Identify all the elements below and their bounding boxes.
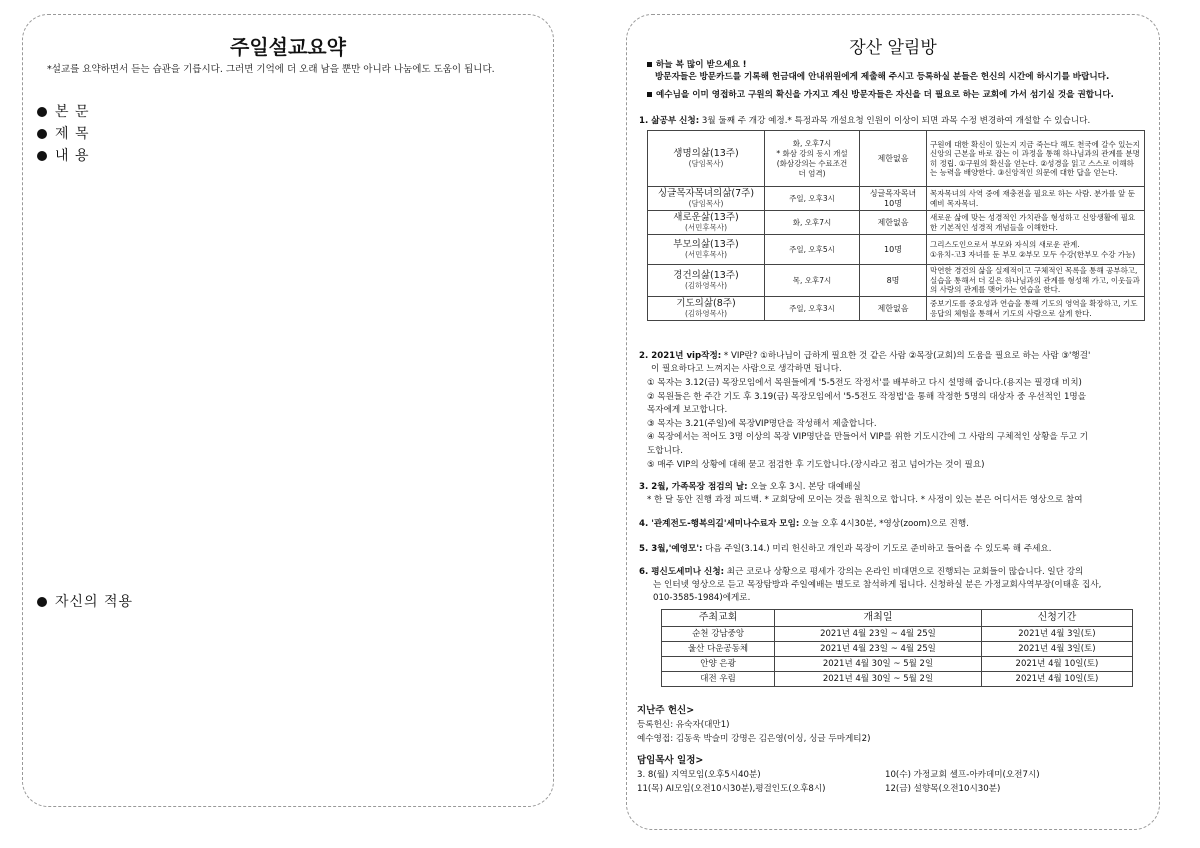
sermon-summary-note: *설교를 요약하면서 듣는 습관을 기릅시다. 그러면 기억에 더 오래 남을 뿐만 아니라 나눔에도 도움이 됩니다. [47, 64, 495, 75]
vip-step: ② 목원들은 한 주간 기도 후 3.19(금) 목장모임에서 '5-5전도 작정법'을 통해 작정한 5명의 대상자 중 우선적인 1명을 [647, 391, 1087, 402]
class-name: 경건의삶(13주) (김하영목사) [648, 265, 765, 297]
seminar-host: 순천 강남중앙 [662, 627, 775, 642]
section-6-line-2: 는 인터넷 영상으로 듣고 목장탐방과 주일예배는 별도로 참석하게 됩니다. 신청하실 분은 가정교회사역부장(이태훈 집사, [653, 580, 1102, 590]
class-teacher: (서민후목사) [684, 222, 728, 232]
welcome-line-1: 하늘 복 많이 받으세요 ! [647, 59, 747, 71]
bullet-dot-icon [37, 107, 47, 117]
seminar-host: 안양 은광 [662, 657, 775, 672]
section-2-line-2: 이 필요하다고 느껴지는 사람으로 생각하면 됩니다. [651, 364, 842, 374]
class-teacher: (담임목사) [688, 198, 724, 208]
vip-step: 도합니다. [647, 446, 683, 456]
seminar-deadline: 2021년 4월 10일(토) [981, 672, 1132, 687]
announcements-title: 장산 알림방 [849, 38, 937, 58]
section-1: 1. 삶공부 신청: 3월 둘째 주 개강 예정.* 특정과목 개설요청 인원이 이상이 되면 과목 수정 변경하여 개설할 수 있습니다. [639, 116, 1091, 126]
seminar-date: 2021년 4월 23일 ~ 4월 25일 [775, 642, 982, 657]
seminar-host: 울산 다운공동체 [662, 642, 775, 657]
class-name: 부모의삶(13주) (서민후목사) [648, 235, 765, 265]
vip-step: ① 목자는 3.12(금) 목장모임에서 목원들에게 '5-5전도 작정서'를 배부하고 다시 설명해 줍니다.(용지는 필경대 비치) [647, 378, 1082, 388]
class-row [648, 235, 1145, 265]
col-date: 개최일 [775, 610, 982, 627]
schedule-1a: 3. 8(월) 지역모임(오후5시40분) [637, 770, 761, 780]
col-host: 주최교회 [662, 610, 775, 627]
seminar-host: 대전 우림 [662, 672, 775, 687]
class-teacher: (김하영목사) [684, 308, 728, 318]
class-description: 막연한 경건의 삶을 실제적이고 구체적인 목록을 통해 공부하고, 실습을 통해서 더 깊은 하나님과의 관계를 형성해 가고, 이웃들과의 사랑의 관계를 맺어가는 연습을 한다. [927, 265, 1145, 297]
class-description: 새로운 삶에 맞는 성경적인 가치관을 형성하고 신앙생활에 필요한 기본적인 성경적 개념들을 이해한다. [927, 211, 1145, 235]
seminar-table [661, 609, 1133, 687]
class-row [648, 187, 1145, 211]
seminar-deadline: 2021년 4월 3일(토) [981, 642, 1132, 657]
class-description: 구원에 대한 확신이 있는지 지금 죽는다 해도 천국에 갈수 있는지 신앙의 근본을 바로 잡는 이 과정을 통해 하나님과의 관계를 분명히 정립. ①구원의 확신을 얻는다. ②성경을 읽고 스스로 이해하는 능력을 배양한다. ③신앙적인 의문에 대한 답을 얻는다. [927, 131, 1145, 187]
class-teacher: (담임목사) [688, 158, 724, 168]
class-limit: 싱글목자목녀 10명 [860, 187, 927, 211]
past-line-1: 등록헌신: 유숙자(대만1) [637, 720, 730, 730]
class-description: 그리스도인으로서 부모와 자식의 새로운 관계. ①유치-고3 자녀를 둔 부모 ②부모 모두 수강(한부모 수강 가능) [927, 235, 1145, 265]
welcome-line-2: 방문자들은 방문카드를 기록해 헌금대에 안내위원에게 제출해 주시고 등록하실 분들은 헌신의 시간에 하시기를 바랍니다. [655, 72, 1110, 82]
class-description: 목자목녀의 사역 중에 재충전을 필요로 하는 사람. 분가를 앞 둔 예비 목자목녀. [927, 187, 1145, 211]
bullet-dot-icon [37, 151, 47, 161]
bullet-application: 자신의 적용 [37, 591, 133, 611]
class-teacher: (김하영목사) [684, 280, 728, 290]
past-heading: 지난주 헌신> [637, 705, 695, 716]
section-5: 5. 3월,'예영모': 다음 주일(3.14.) 미리 헌신하고 개인과 목장이 기도로 준비하고 들어올 수 있도록 해 주세요. [639, 544, 1052, 554]
seminar-date: 2021년 4월 23일 ~ 4월 25일 [775, 627, 982, 642]
class-name: 새로운삶(13주) (서민후목사) [648, 211, 765, 235]
seminar-row [662, 642, 1133, 657]
class-limit: 제한없음 [860, 297, 927, 321]
class-row [648, 131, 1145, 187]
class-time: 목, 오후7시 [765, 265, 860, 297]
seminar-deadline: 2021년 4월 10일(토) [981, 657, 1132, 672]
class-name: 생명의삶(13주) (담임목사) [648, 131, 765, 187]
class-teacher: (서민후목사) [684, 249, 728, 259]
welcome-line-3: 예수님을 이미 영접하고 구원의 확신을 가지고 계신 방문자들은 자신을 더 필요로 하는 교회에 가서 섬기실 것을 권합니다. [647, 89, 1114, 101]
bullet-dot-icon [37, 597, 47, 607]
section-2: 2. 2021년 vip작정: * VIP란? ①하나님이 급하게 필요한 것 같은 사람 ②목장(교회)의 도움을 필요로 하는 사람 ③'행걸' [639, 351, 1091, 361]
class-name: 기도의삶(8주) (김하영목사) [648, 297, 765, 321]
class-row [648, 265, 1145, 297]
section-4: 4. '관계전도-행복의길'세미나수료자 모임: 오늘 오후 4시30분, *영상(zoom)으로 진행. [639, 519, 969, 529]
seminar-deadline: 2021년 4월 3일(토) [981, 627, 1132, 642]
section-3-line-2: * 한 달 동안 진행 과정 피드백. * 교회당에 모이는 것을 원칙으로 합니다. * 사정이 있는 분은 어디서든 영상으로 참여 [647, 495, 1083, 505]
class-limit: 제한없음 [860, 211, 927, 235]
class-time: 주일, 오후5시 [765, 235, 860, 265]
class-row [648, 211, 1145, 235]
schedule-2a: 11(목) AI모임(오전10시30분),평걸인도(오후8시) [637, 784, 826, 794]
class-time: 주일, 오후3시 [765, 297, 860, 321]
schedule-2b: 12(금) 설향목(오전10시30분) [885, 784, 1001, 794]
class-description: 중보기도를 중요성과 연습을 통해 기도의 영역을 확장하고, 기도응답의 체험을 통해서 기도의 사람으로 살게 한다. [927, 297, 1145, 321]
seminar-date: 2021년 4월 30일 ~ 5월 2일 [775, 672, 982, 687]
class-limit: 8명 [860, 265, 927, 297]
class-name: 싱글목자목녀의삶(7주) (담임목사) [648, 187, 765, 211]
square-bullet-icon [647, 92, 652, 97]
vip-step: 목자에게 보고합니다. [647, 405, 728, 416]
announcements-panel [626, 14, 1160, 830]
seminar-row [662, 657, 1133, 672]
square-bullet-icon [647, 62, 652, 67]
past-line-2: 예수영접: 김동욱 박슬미 강명은 김은영(이싱, 싱글 두마게티2) [637, 734, 871, 744]
section-6-line-3: 010-3585-1984)에게로. [653, 593, 751, 603]
class-limit: 10명 [860, 235, 927, 265]
class-time: 화, 오후7시 [765, 211, 860, 235]
vip-step: ④ 목장에서는 적어도 3명 이상의 목장 VIP명단을 만들어서 VIP를 위한 기도시간에 그 사람의 구체적인 상황을 두고 기 [647, 432, 1089, 443]
class-limit: 제한없음 [860, 131, 927, 187]
class-time: 화, 오후7시 * 화삼 강의 동시 개설 (화삼강의는 수료조건 더 엄격) [765, 131, 860, 187]
seminar-date: 2021년 4월 30일 ~ 5월 2일 [775, 657, 982, 672]
class-row [648, 297, 1145, 321]
bullet-scripture: 본 문 [37, 101, 90, 121]
section-3: 3. 2월, 가족목장 점검의 날: 오늘 오후 3시. 본당 대예배실 [639, 482, 861, 492]
schedule-heading: 담임목사 일정> [637, 755, 704, 766]
bullet-dot-icon [37, 129, 47, 139]
bullet-content: 내 용 [37, 145, 90, 165]
vip-step: ③ 목자는 3.21(주일)에 목장VIP명단을 작성해서 제출합니다. [647, 418, 877, 429]
schedule-1b: 10(수) 가정교회 셀프-아카데미(오전7시) [885, 770, 1040, 780]
seminar-row [662, 672, 1133, 687]
col-apply: 신청기간 [981, 610, 1132, 627]
bullet-title: 제 목 [37, 123, 90, 143]
vip-step: ⑤ 매주 VIP의 상황에 대해 묻고 점검한 후 기도합니다.(장시라고 점고 넘어가는 것이 필요) [647, 459, 985, 470]
seminar-row [662, 627, 1133, 642]
class-table [647, 130, 1145, 321]
sermon-summary-panel [22, 14, 554, 807]
class-time: 주일, 오후3시 [765, 187, 860, 211]
sermon-summary-title: 주일설교요약 [230, 35, 346, 59]
section-6: 6. 평신도세미나 신청: 최근 코로나 상황으로 평세가 강의는 온라인 비대면으로 진행되는 교회들이 많습니다. 일단 강의 [639, 567, 1084, 577]
